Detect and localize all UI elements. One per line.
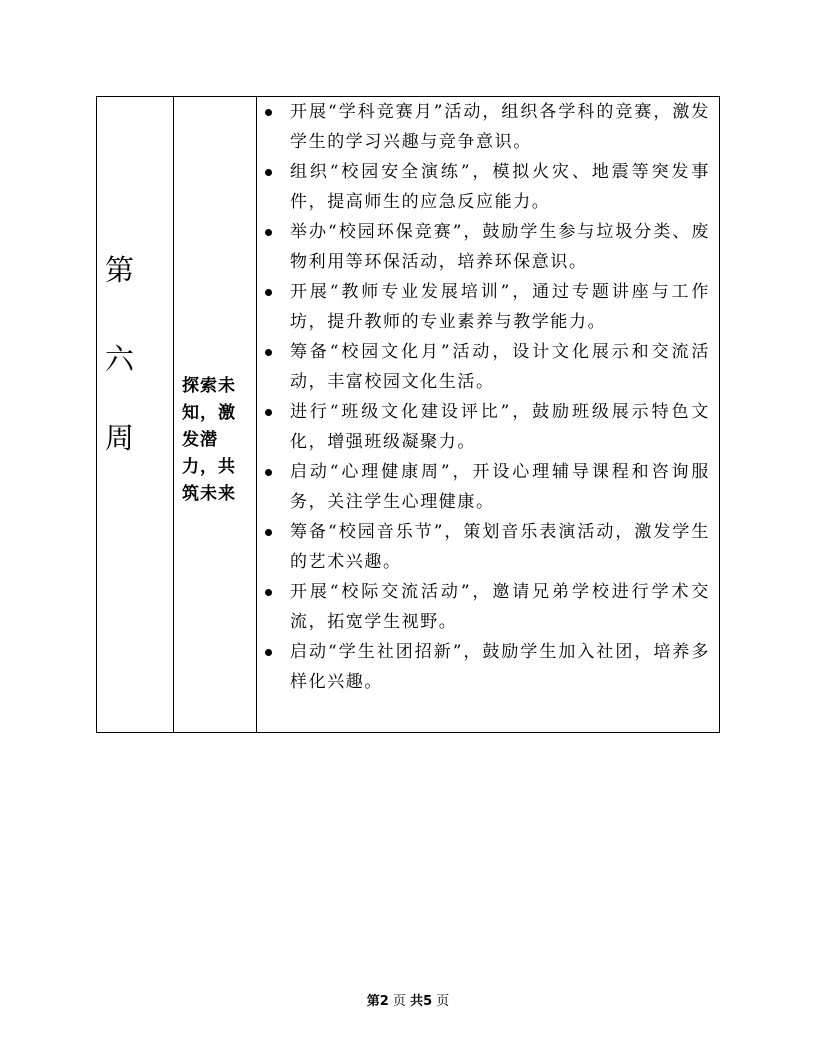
week-char-3: 周	[105, 421, 135, 455]
footer-page-prefix: 第	[366, 994, 380, 1009]
bullet-icon	[265, 469, 272, 476]
week-char-2: 六	[105, 342, 135, 376]
item-text: 启动“心理健康周”，开设心理辅导课程和咨询服务，关注学生心理健康。	[290, 462, 710, 512]
bullet-icon	[265, 229, 272, 236]
item-text: 筹备“校园文化月”活动，设计文化展示和交流活动，丰富校园文化生活。	[290, 342, 710, 392]
week-char-1: 第	[105, 253, 135, 287]
list-item	[257, 457, 720, 517]
bullet-icon	[265, 649, 272, 656]
list-item	[257, 157, 720, 217]
bullet-icon	[265, 409, 272, 416]
week-theme: 探索未知，激发潜力，共筑未来	[182, 376, 236, 504]
bullet-icon	[265, 589, 272, 596]
list-item	[257, 217, 720, 277]
footer-total-number: 5	[423, 994, 433, 1009]
activity-list	[257, 97, 720, 697]
list-item	[257, 337, 720, 397]
list-item	[257, 577, 720, 637]
item-text: 进行“班级文化建设评比”，鼓励班级展示特色文化，增强班级凝聚力。	[290, 402, 710, 452]
schedule-table	[96, 96, 720, 733]
footer-total-suffix: 页	[436, 994, 450, 1009]
list-item	[257, 397, 720, 457]
item-text: 开展“学科竞赛月”活动，组织各学科的竞赛，激发学生的学习兴趣与竞争意识。	[290, 102, 710, 152]
list-item	[257, 97, 720, 157]
activity-column	[257, 97, 720, 732]
bullet-icon	[265, 349, 272, 356]
item-text: 开展“校际交流活动”，邀请兄弟学校进行学术交流，拓宽学生视野。	[290, 582, 710, 632]
item-text: 筹备“校园音乐节”，策划音乐表演活动，激发学生的艺术兴趣。	[290, 522, 710, 572]
bullet-icon	[265, 529, 272, 536]
bullet-icon	[265, 109, 272, 116]
theme-column	[174, 97, 257, 732]
item-text: 开展“教师专业发展培训”，通过专题讲座与工作坊，提升教师的专业素养与教学能力。	[290, 282, 710, 332]
list-item	[257, 637, 720, 697]
footer-page-number: 2	[379, 994, 389, 1009]
item-text: 启动“学生社团招新”，鼓励学生加入社团，培养多样化兴趣。	[290, 642, 710, 692]
footer-page-suffix: 页	[392, 994, 406, 1009]
item-text: 举办“校园环保竞赛”，鼓励学生参与垃圾分类、废物利用等环保活动，培养环保意识。	[290, 222, 710, 272]
week-column	[97, 97, 174, 732]
page-footer	[0, 990, 816, 1009]
bullet-icon	[265, 169, 272, 176]
list-item	[257, 517, 720, 577]
item-text: 组织“校园安全演练”，模拟火灾、地震等突发事件，提高师生的应急反应能力。	[290, 162, 710, 212]
list-item	[257, 277, 720, 337]
bullet-icon	[265, 289, 272, 296]
footer-total-prefix: 共	[410, 994, 424, 1009]
